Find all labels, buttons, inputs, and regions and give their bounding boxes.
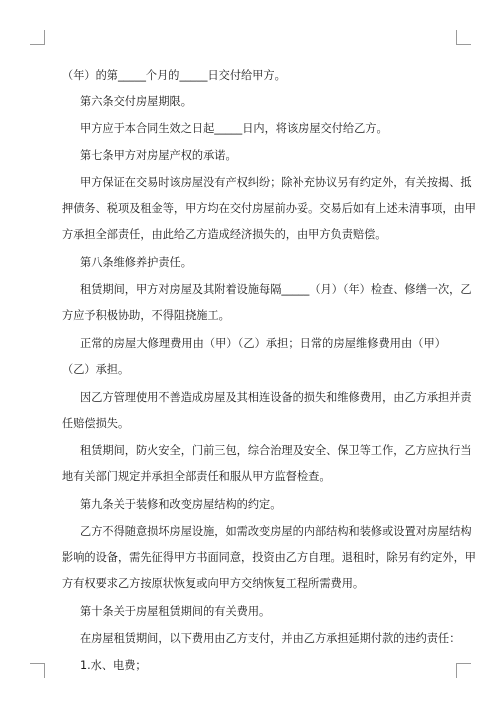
- text-line: 在房屋租赁期间，以下费用由乙方支付，并由乙方承担延期付款的违约责任：: [80, 632, 461, 645]
- text-line: 租赁期间，防火安全，门前三包，综合治理及安全、保卫等工作，乙方应执行当: [80, 444, 472, 457]
- crop-mark-top-left: [30, 30, 45, 45]
- list-item: 1.水、电费；: [80, 659, 147, 672]
- text-line: 甲方保证在交易时该房屋没有产权纠纷；除补充协议另有约定外，有关按揭、抵: [80, 176, 472, 189]
- text-line: 方承担全部责任，由此给乙方造成经济损失的，由甲方负责赔偿。: [62, 228, 387, 241]
- text-line: 正常的房屋大修理费用由（甲）（乙）承担；日常的房屋维修费用由（甲）: [80, 337, 446, 350]
- text-line: （乙）承担。: [62, 363, 130, 376]
- text-line: 租赁期间，甲方对房屋及其附着设施每隔_____（月）（年）检查、修缮一次，乙: [80, 283, 472, 296]
- crop-mark-bottom-right: [456, 663, 471, 678]
- text-line: （年）的第_____个月的_____日交付给甲方。: [62, 69, 286, 82]
- text-line: 方应予积极协助，不得阻挠施工。: [62, 309, 230, 322]
- text-line: 因乙方管理使用不善造成房屋及其相连设备的损失和维修费用，由乙方承担并责: [80, 391, 472, 404]
- text-line: 地有关部门规定并承担全部责任和服从甲方监督检查。: [62, 470, 331, 483]
- crop-mark-top-right: [456, 30, 471, 45]
- text-line: 甲方应于本合同生效之日起_____日内，将该房屋交付给乙方。: [80, 122, 388, 135]
- crop-mark-bottom-left: [30, 663, 45, 678]
- section-heading: 第九条关于装修和改变房屋结构的约定。: [80, 498, 282, 511]
- text-line: 押债务、税项及租金等，甲方均在交付房屋前办妥。交易后如有上述未清事项，由甲: [62, 202, 476, 215]
- section-heading: 第六条交付房屋期限。: [80, 95, 192, 108]
- text-line: 乙方不得随意损坏房屋设施，如需改变房屋的内部结构和装修或设置对房屋结构: [80, 525, 472, 538]
- section-heading: 第七条甲方对房屋产权的承诺。: [80, 149, 237, 162]
- text-line: 影响的设备，需先征得甲方书面同意，投资由乙方自理。退租时，除另有约定外，甲: [62, 551, 476, 564]
- text-line: 方有权要求乙方按原状恢复或向甲方交纳恢复工程所需费用。: [62, 577, 365, 590]
- section-heading: 第八条维修养护责任。: [80, 256, 192, 269]
- section-heading: 第十条关于房屋租赁期间的有关费用。: [80, 605, 271, 618]
- text-line: 任赔偿损失。: [62, 417, 130, 430]
